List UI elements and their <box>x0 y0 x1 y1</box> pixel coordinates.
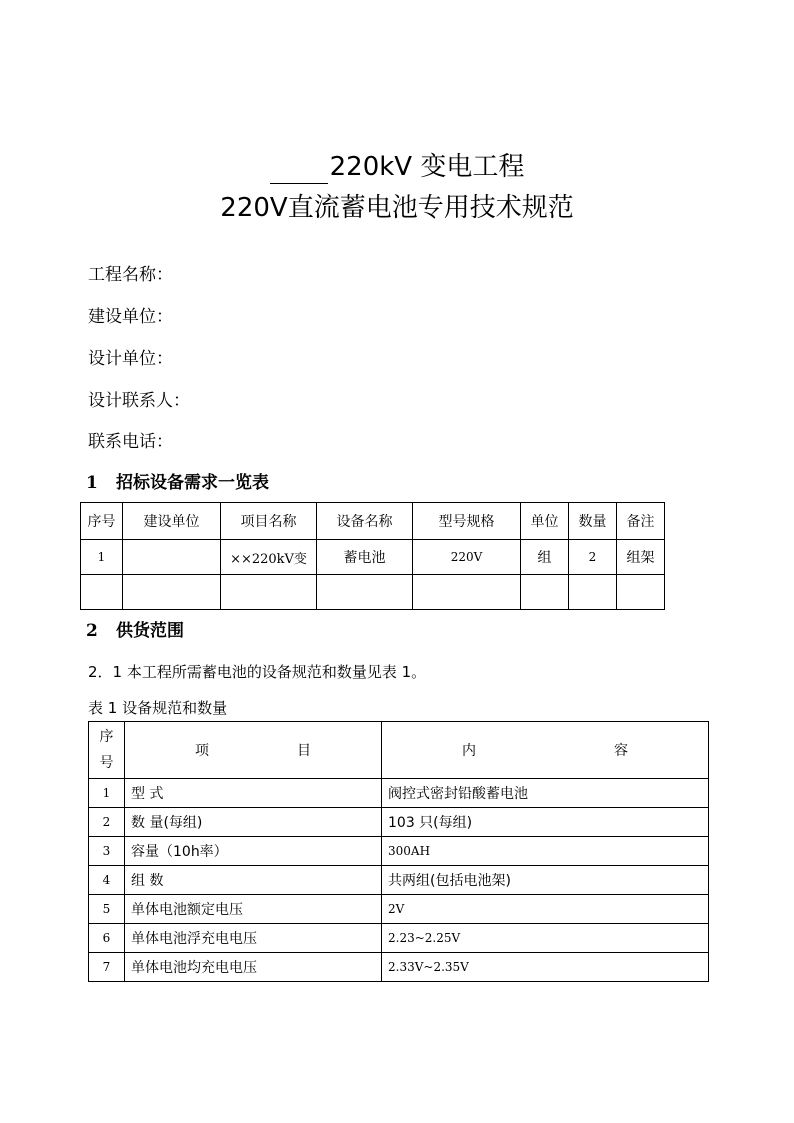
title-line1-text: 220kV 变电工程 <box>329 152 525 182</box>
table-cell: 5 <box>89 895 125 924</box>
table-header-cell: 型号规格 <box>413 503 521 540</box>
table-row <box>89 895 709 924</box>
section1-heading <box>86 472 269 494</box>
header-item-a: 项 <box>195 743 209 759</box>
table-cell <box>123 575 221 610</box>
header-content-a: 内 <box>462 743 476 759</box>
table-header-cell: 建设单位 <box>123 503 221 540</box>
table-cell <box>317 575 413 610</box>
table-cell: 6 <box>89 924 125 953</box>
table-cell: 2.23~2.25V <box>382 924 709 953</box>
table-header-cell <box>382 722 709 779</box>
table-header-cell: 项目名称 <box>221 503 317 540</box>
table-cell: 单体电池额定电压 <box>125 895 382 924</box>
header-seq-bottom: 号 <box>99 755 114 771</box>
table-row <box>81 575 665 610</box>
section2-heading <box>86 620 184 642</box>
section2-number: 2 <box>86 621 98 641</box>
table-cell: 220V <box>413 540 521 575</box>
table-header-cell: 备注 <box>617 503 665 540</box>
table-row <box>81 540 665 575</box>
table-row <box>89 837 709 866</box>
table-row <box>89 779 709 808</box>
equipment-spec-table <box>88 721 709 982</box>
table-cell: ××220kV变 <box>221 540 317 575</box>
section1-number: 1 <box>86 473 98 493</box>
title-blank-underline <box>270 157 328 184</box>
table-header-cell: 序号 <box>81 503 123 540</box>
table-row <box>89 924 709 953</box>
table-row <box>89 866 709 895</box>
document-title-line1 <box>0 150 794 184</box>
table-cell: 2 <box>89 808 125 837</box>
field-construction-unit: 建设单位： <box>88 307 173 327</box>
table-cell: 7 <box>89 953 125 982</box>
field-design-unit: 设计单位： <box>88 349 173 369</box>
table-cell <box>221 575 317 610</box>
table-header-row <box>81 503 665 540</box>
table-header-cell: 设备名称 <box>317 503 413 540</box>
table-cell: 型 式 <box>125 779 382 808</box>
table-header-cell: 数量 <box>569 503 617 540</box>
field-contact-phone: 联系电话： <box>88 432 173 452</box>
table-cell: 2.33V~2.35V <box>382 953 709 982</box>
table-cell: 3 <box>89 837 125 866</box>
document-title-line2: 220V直流蓄电池专用技术规范 <box>220 193 574 223</box>
table-cell: 2V <box>382 895 709 924</box>
table-cell: 300AH <box>382 837 709 866</box>
section2-paragraph: 2．1 本工程所需蓄电池的设备规范和数量见表 1。 <box>88 663 427 681</box>
table-cell: 2 <box>569 540 617 575</box>
table-cell: 单体电池均充电电压 <box>125 953 382 982</box>
table-cell <box>569 575 617 610</box>
table-row <box>89 953 709 982</box>
table-cell: 103 只(每组) <box>382 808 709 837</box>
table-cell: 共两组(包括电池架) <box>382 866 709 895</box>
table-cell <box>123 540 221 575</box>
table-cell <box>413 575 521 610</box>
tender-equipment-table <box>80 502 665 610</box>
table-cell: 组 <box>521 540 569 575</box>
table-cell: 组架 <box>617 540 665 575</box>
header-item-b: 目 <box>297 743 311 759</box>
table-row <box>89 808 709 837</box>
table-header-cell: 单位 <box>521 503 569 540</box>
table-header-cell <box>89 722 125 779</box>
table-cell: 单体电池浮充电电压 <box>125 924 382 953</box>
section2-title: 供货范围 <box>116 621 184 641</box>
table-cell: 容量（10h率） <box>125 837 382 866</box>
table-cell: 组 数 <box>125 866 382 895</box>
table-cell: 1 <box>89 779 125 808</box>
table-header-cell <box>125 722 382 779</box>
section1-title: 招标设备需求一览表 <box>116 473 269 493</box>
table-cell: 1 <box>81 540 123 575</box>
table-cell <box>521 575 569 610</box>
table1-caption: 表 1 设备规范和数量 <box>88 699 228 717</box>
table-cell: 阀控式密封铅酸蓄电池 <box>382 779 709 808</box>
field-design-contact: 设计联系人： <box>88 391 190 411</box>
table-cell: 蓄电池 <box>317 540 413 575</box>
header-seq-top: 序 <box>99 729 114 745</box>
table-cell: 4 <box>89 866 125 895</box>
header-content-b: 容 <box>614 743 628 759</box>
table-cell <box>617 575 665 610</box>
table-cell <box>81 575 123 610</box>
field-project-name: 工程名称： <box>88 265 173 285</box>
table-header-row <box>89 722 709 779</box>
table-cell: 数 量(每组) <box>125 808 382 837</box>
